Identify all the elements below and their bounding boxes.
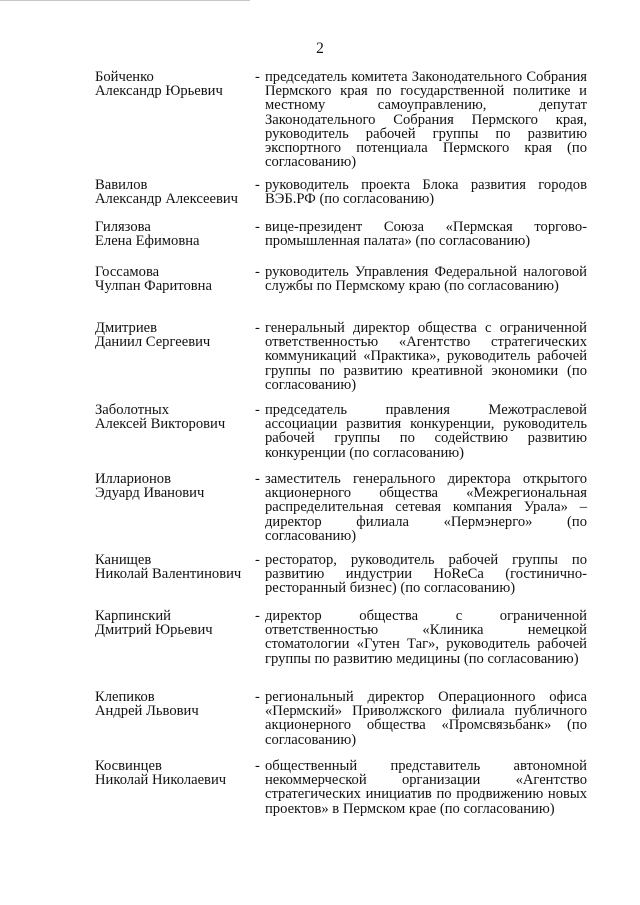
member-given-names: Александр Юрьевич: [95, 83, 223, 100]
member-role: региональный директор Операционного офиса «Пермский» Приволжского филиала публичного акционерного общества «Промсвязьбанк» (по согласованию): [265, 689, 587, 748]
entry-dash: -: [255, 264, 260, 280]
member-surname: Бойченко: [95, 69, 154, 85]
member-given-names: Чулпан Фаритовна: [95, 278, 212, 295]
member-surname: Карпинский: [95, 608, 171, 624]
member-surname: Госсамова: [95, 264, 160, 280]
member-given-names: Алексей Викторович: [95, 416, 226, 433]
member-surname: Косвинцев: [95, 758, 162, 774]
member-name: [95, 321, 255, 349]
member-given-names: Николай Валентинович: [95, 566, 242, 583]
entry-dash: -: [255, 689, 260, 705]
page-number: 2: [316, 40, 324, 57]
member-role: заместитель генерального директора открытого акционерного общества «Межрегиональная распределительная сетевая компания Урала» – директор филиала «Пермэнерго» (по согласованию): [265, 471, 587, 544]
entry-dash: -: [255, 608, 260, 624]
member-surname: Заболотных: [95, 402, 169, 418]
member-name: [95, 472, 255, 500]
member-name: [95, 690, 255, 718]
member-given-names: Даниил Сергеевич: [95, 334, 211, 351]
member-given-names: Андрей Львович: [95, 703, 199, 720]
member-given-names: Александр Алексеевич: [95, 191, 239, 208]
member-surname: Клепиков: [95, 689, 155, 705]
entry-dash: -: [255, 177, 260, 193]
entry-dash: -: [255, 69, 260, 85]
top-rule: [0, 0, 250, 1]
member-role: вице-президент Союза «Пермская торгово-промышленная палата» (по согласованию): [265, 219, 587, 250]
entry-dash: -: [255, 402, 260, 418]
member-given-names: Николай Николаевич: [95, 772, 227, 789]
member-name: [95, 220, 255, 248]
entry-dash: -: [255, 471, 260, 487]
member-role: общественный представитель автономной некоммерческой организации «Агентство стратегических инициатив по продвижению новых проектов» в Пермском крае (по согласованию): [265, 758, 587, 817]
member-name: [95, 553, 255, 581]
member-role: руководитель проекта Блока развития городов ВЭБ.РФ (по согласованию): [265, 177, 587, 208]
entry-dash: -: [255, 552, 260, 568]
member-name: [95, 403, 255, 431]
member-given-names: Елена Ефимовна: [95, 233, 200, 250]
member-role: генеральный директор общества с ограниченной ответственностью «Агентство стратегических коммуникаций «Практика», руководитель рабочей группы по развитию креативной экономики (по согласованию): [265, 320, 587, 393]
member-role: директор общества с ограниченной ответственностью «Клиника немецкой стоматологии «Гутен Таг», руководитель рабочей группы по развитию медицины (по согласованию): [265, 608, 587, 667]
member-given-names: Дмитрий Юрьевич: [95, 622, 213, 639]
member-role: председатель правления Межотраслевой ассоциации развития конкуренции, руководитель рабочей группы по содействию развитию конкуренции (по согласованию): [265, 402, 587, 461]
member-role: руководитель Управления Федеральной налоговой службы по Пермскому краю (по согласованию): [265, 264, 587, 295]
member-name: [95, 609, 255, 637]
member-surname: Илларионов: [95, 471, 171, 487]
entry-dash: -: [255, 219, 260, 235]
member-name: [95, 265, 255, 293]
member-surname: Дмитриев: [95, 320, 158, 336]
member-surname: Вавилов: [95, 177, 148, 193]
member-name: [95, 178, 255, 206]
member-name: [95, 70, 255, 98]
member-name: [95, 759, 255, 787]
member-surname: Канищев: [95, 552, 152, 568]
member-given-names: Эдуард Иванович: [95, 485, 205, 502]
member-role: председатель комитета Законодательного Собрания Пермского края по государственной политике и местному самоуправлению, депутат Законодательного Собрания Пермского края, руководитель рабочей группы по развитию экспортного потенциала Пермского края (по согласованию): [265, 69, 587, 171]
member-surname: Гилязова: [95, 219, 151, 235]
entry-dash: -: [255, 758, 260, 774]
entry-dash: -: [255, 320, 260, 336]
member-role: ресторатор, руководитель рабочей группы по развитию индустрии HoReCa (гостинично-ресторанный бизнес) (по согласованию): [265, 552, 587, 597]
